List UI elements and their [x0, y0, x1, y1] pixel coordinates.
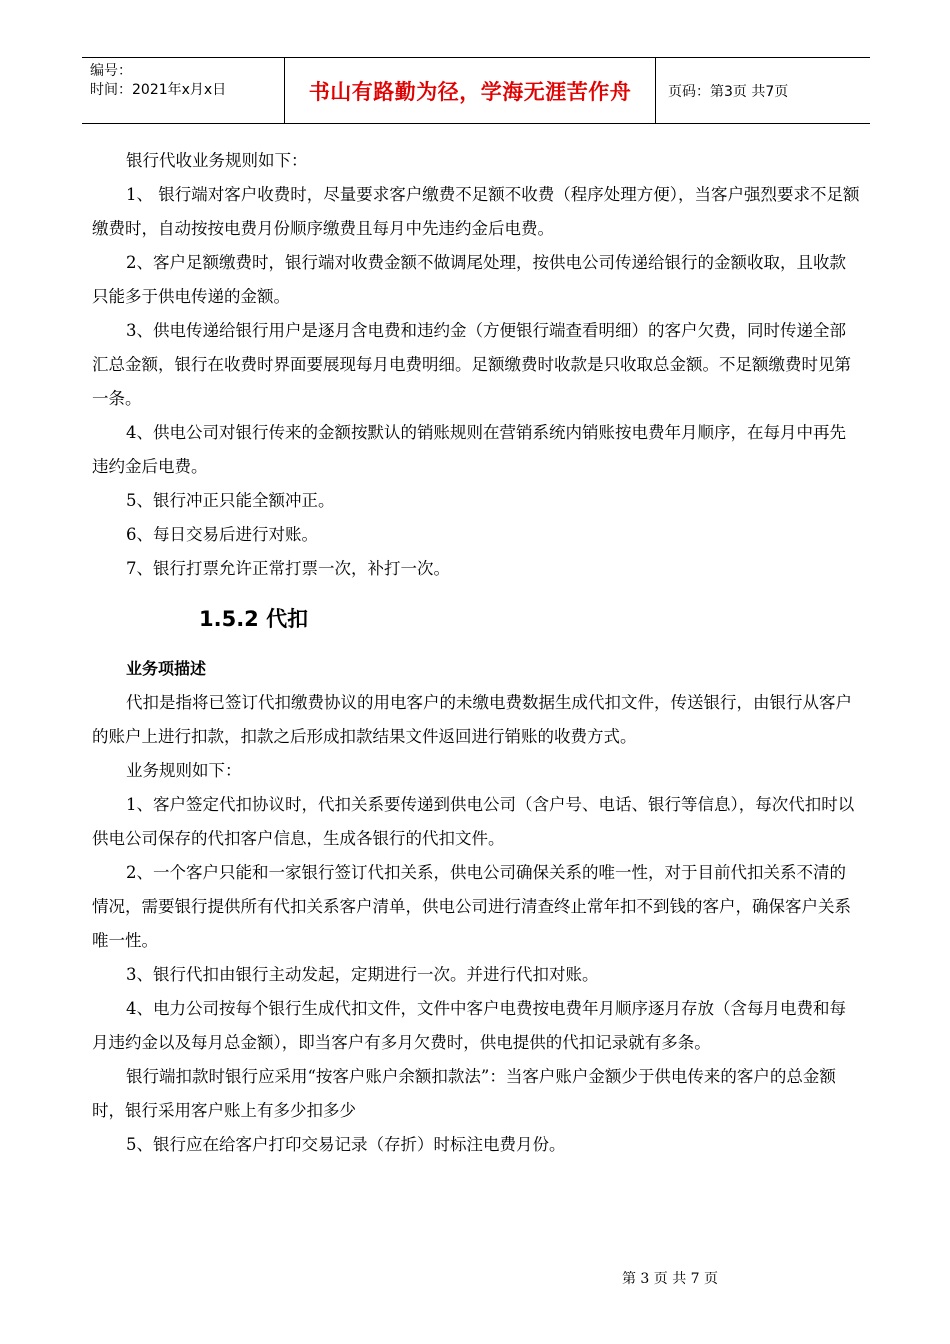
- header-page-label: 页码：第3页 共7页: [668, 83, 789, 100]
- section2-rule-4: 4、电力公司按每个银行生成代扣文件，文件中客户电费按电费年月顺序逐月存放（含每月电费和每月违约金以及每月总金额），即当客户有多月欠费时，供电提供的代扣记录就有多条。: [92, 999, 846, 1052]
- section2-rule-3: 3、银行代扣由银行主动发起，定期进行一次。并进行代扣对账。: [126, 965, 599, 984]
- section1-rule-6: 6、每日交易后进行对账。: [126, 525, 318, 544]
- number-label: 编号：: [90, 63, 132, 79]
- business-description: 代扣是指将已签订代扣缴费协议的用电客户的未缴电费数据生成代扣文件，传送银行，由银行从客户的账户上进行扣款，扣款之后形成扣款结果文件返回进行销账的收费方式。: [92, 693, 852, 746]
- section2-rules-intro: 业务规则如下：: [126, 761, 242, 780]
- section2-rule-1: 1、客户签定代扣协议时，代扣关系要传递到供电公司（含户号、电话、银行等信息），每次代扣时以供电公司保存的代扣客户信息，生成各银行的代扣文件。: [92, 795, 855, 848]
- section1-intro: 银行代收业务规则如下：: [126, 151, 308, 170]
- time-label: 时间：2021年x月x日: [90, 82, 227, 98]
- section-heading: 1.5.2 代扣: [199, 607, 309, 631]
- page-header: [82, 57, 870, 124]
- section2-rule-5: 5、银行应在给客户打印交易记录（存折）时标注电费月份。: [126, 1135, 566, 1154]
- header-meta: [82, 58, 284, 123]
- section2-rule-2: 2、一个客户只能和一家银行签订代扣关系，供电公司确保关系的唯一性，对于目前代扣关系不清的情况，需要银行提供所有代扣关系客户清单，供电公司进行清查终止常年扣不到钱的客户，确保客户关系唯一性。: [92, 863, 851, 950]
- header-motto: 书山有路勤为径，学海无涯苦作舟: [284, 58, 656, 123]
- section2-rule-note: 银行端扣款时银行应采用“按客户账户余额扣款法”：当客户账户金额少于供电传来的客户的总金额时，银行采用客户账上有多少扣多少: [92, 1067, 836, 1120]
- section1-rule-3: 3、供电传递给银行用户是逐月含电费和违约金（方便银行端查看明细）的客户欠费，同时传递全部汇总金额，银行在收费时界面要展现每月电费明细。足额缴费时收款是只收取总金额。不足额缴费时见第一条。: [92, 321, 851, 408]
- footer-page-number: 第 3 页 共 7 页: [621, 1271, 719, 1287]
- section1-rule-2: 2、客户足额缴费时，银行端对收费金额不做调尾处理，按供电公司传递给银行的金额收取，且收款只能多于供电传递的金额。: [92, 253, 846, 306]
- business-description-label: 业务项描述: [126, 659, 207, 678]
- section1-rule-4: 4、供电公司对银行传来的金额按默认的销账规则在营销系统内销账按电费年月顺序，在每月中再先违约金后电费。: [92, 423, 846, 476]
- page-footer: [0, 1268, 950, 1288]
- section1-rule-7: 7、银行打票允许正常打票一次，补打一次。: [126, 559, 450, 578]
- section1-rule-5: 5、银行冲正只能全额冲正。: [126, 491, 335, 510]
- document-body: [92, 144, 862, 1162]
- section1-rule-1: 1、 银行端对客户收费时，尽量要求客户缴费不足额不收费（程序处理方便），当客户强烈要求不足额缴费时，自动按按电费月份顺序缴费且每月中先违约金后电费。: [92, 185, 860, 238]
